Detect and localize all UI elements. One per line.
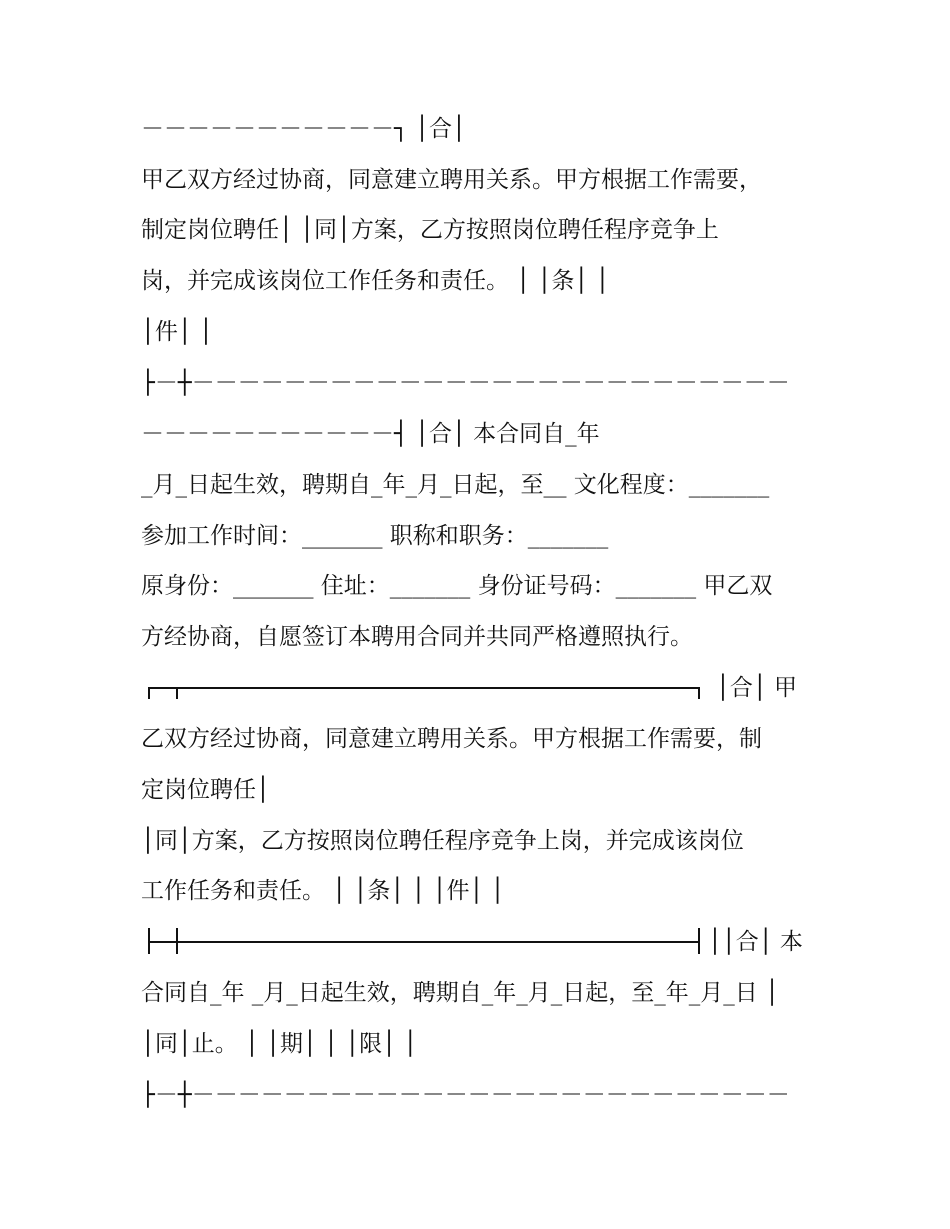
box-corner-left <box>148 687 150 699</box>
text-line-18: 合同自_年 _月_日起生效，聘期自_年_月_日起，至_年_月_日 │ <box>141 980 779 1006</box>
text-line-16: 工作任务和责任。 │ │条│ │ │件│ │ <box>141 878 505 904</box>
box-middle-rule <box>148 941 700 943</box>
text-line-9: 参加工作时间：_______ 职称和职务：_______ <box>141 523 609 549</box>
text-line-2: 甲乙双方经过协商，同意建立聘用关系。甲方根据工作需要， <box>141 167 762 193</box>
text-line-6: ├－┼－－－－－－－－－－－－－－－－－－－－－－－－－－ <box>141 370 790 396</box>
text-line-20: ├－┼－－－－－－－－－－－－－－－－－－－－－－－－－－ <box>141 1082 790 1108</box>
box-top-rule <box>148 687 700 689</box>
box-corner-right <box>698 687 700 699</box>
text-line-11: 方经协商，自愿签订本聘用合同并共同严格遵照执行。 <box>141 624 693 650</box>
text-line-1: －－－－－－－－－－－┐ │合│ <box>141 116 466 142</box>
text-line-12: │合│ 甲 <box>716 675 798 701</box>
box-tee-top <box>176 687 178 699</box>
text-line-17: ││合│ 本 <box>708 929 803 955</box>
text-line-4: 岗，并完成该岗位工作任务和责任。 │ │条│ │ <box>141 268 610 294</box>
text-line-15: │同│方案，乙方按照岗位聘任程序竞争上岗，并完成该岗位 <box>141 828 744 854</box>
text-line-5: │件│ │ <box>141 319 213 345</box>
text-line-10: 原身份：_______ 住址：_______ 身份证号码：_______ 甲乙双 <box>141 573 773 599</box>
text-line-14: 定岗位聘任│ <box>141 777 270 803</box>
box-tee-left <box>148 928 150 954</box>
text-line-19: │同│止。 │ │期│ │ │限│ │ <box>141 1031 418 1057</box>
text-line-3: 制定岗位聘任│ │同│方案，乙方按照岗位聘任程序竞争上 <box>141 217 719 243</box>
text-line-8: _月_日起生效，聘期自_年_月_日起，至__ 文化程度：_______ <box>141 472 770 498</box>
text-line-13: 乙双方经过协商，同意建立聘用关系。甲方根据工作需要，制 <box>141 726 762 752</box>
box-tee-right <box>698 928 700 954</box>
box-cross <box>176 928 178 954</box>
text-line-7: －－－－－－－－－－－┤ │合│ 本合同自_年 <box>141 421 600 447</box>
